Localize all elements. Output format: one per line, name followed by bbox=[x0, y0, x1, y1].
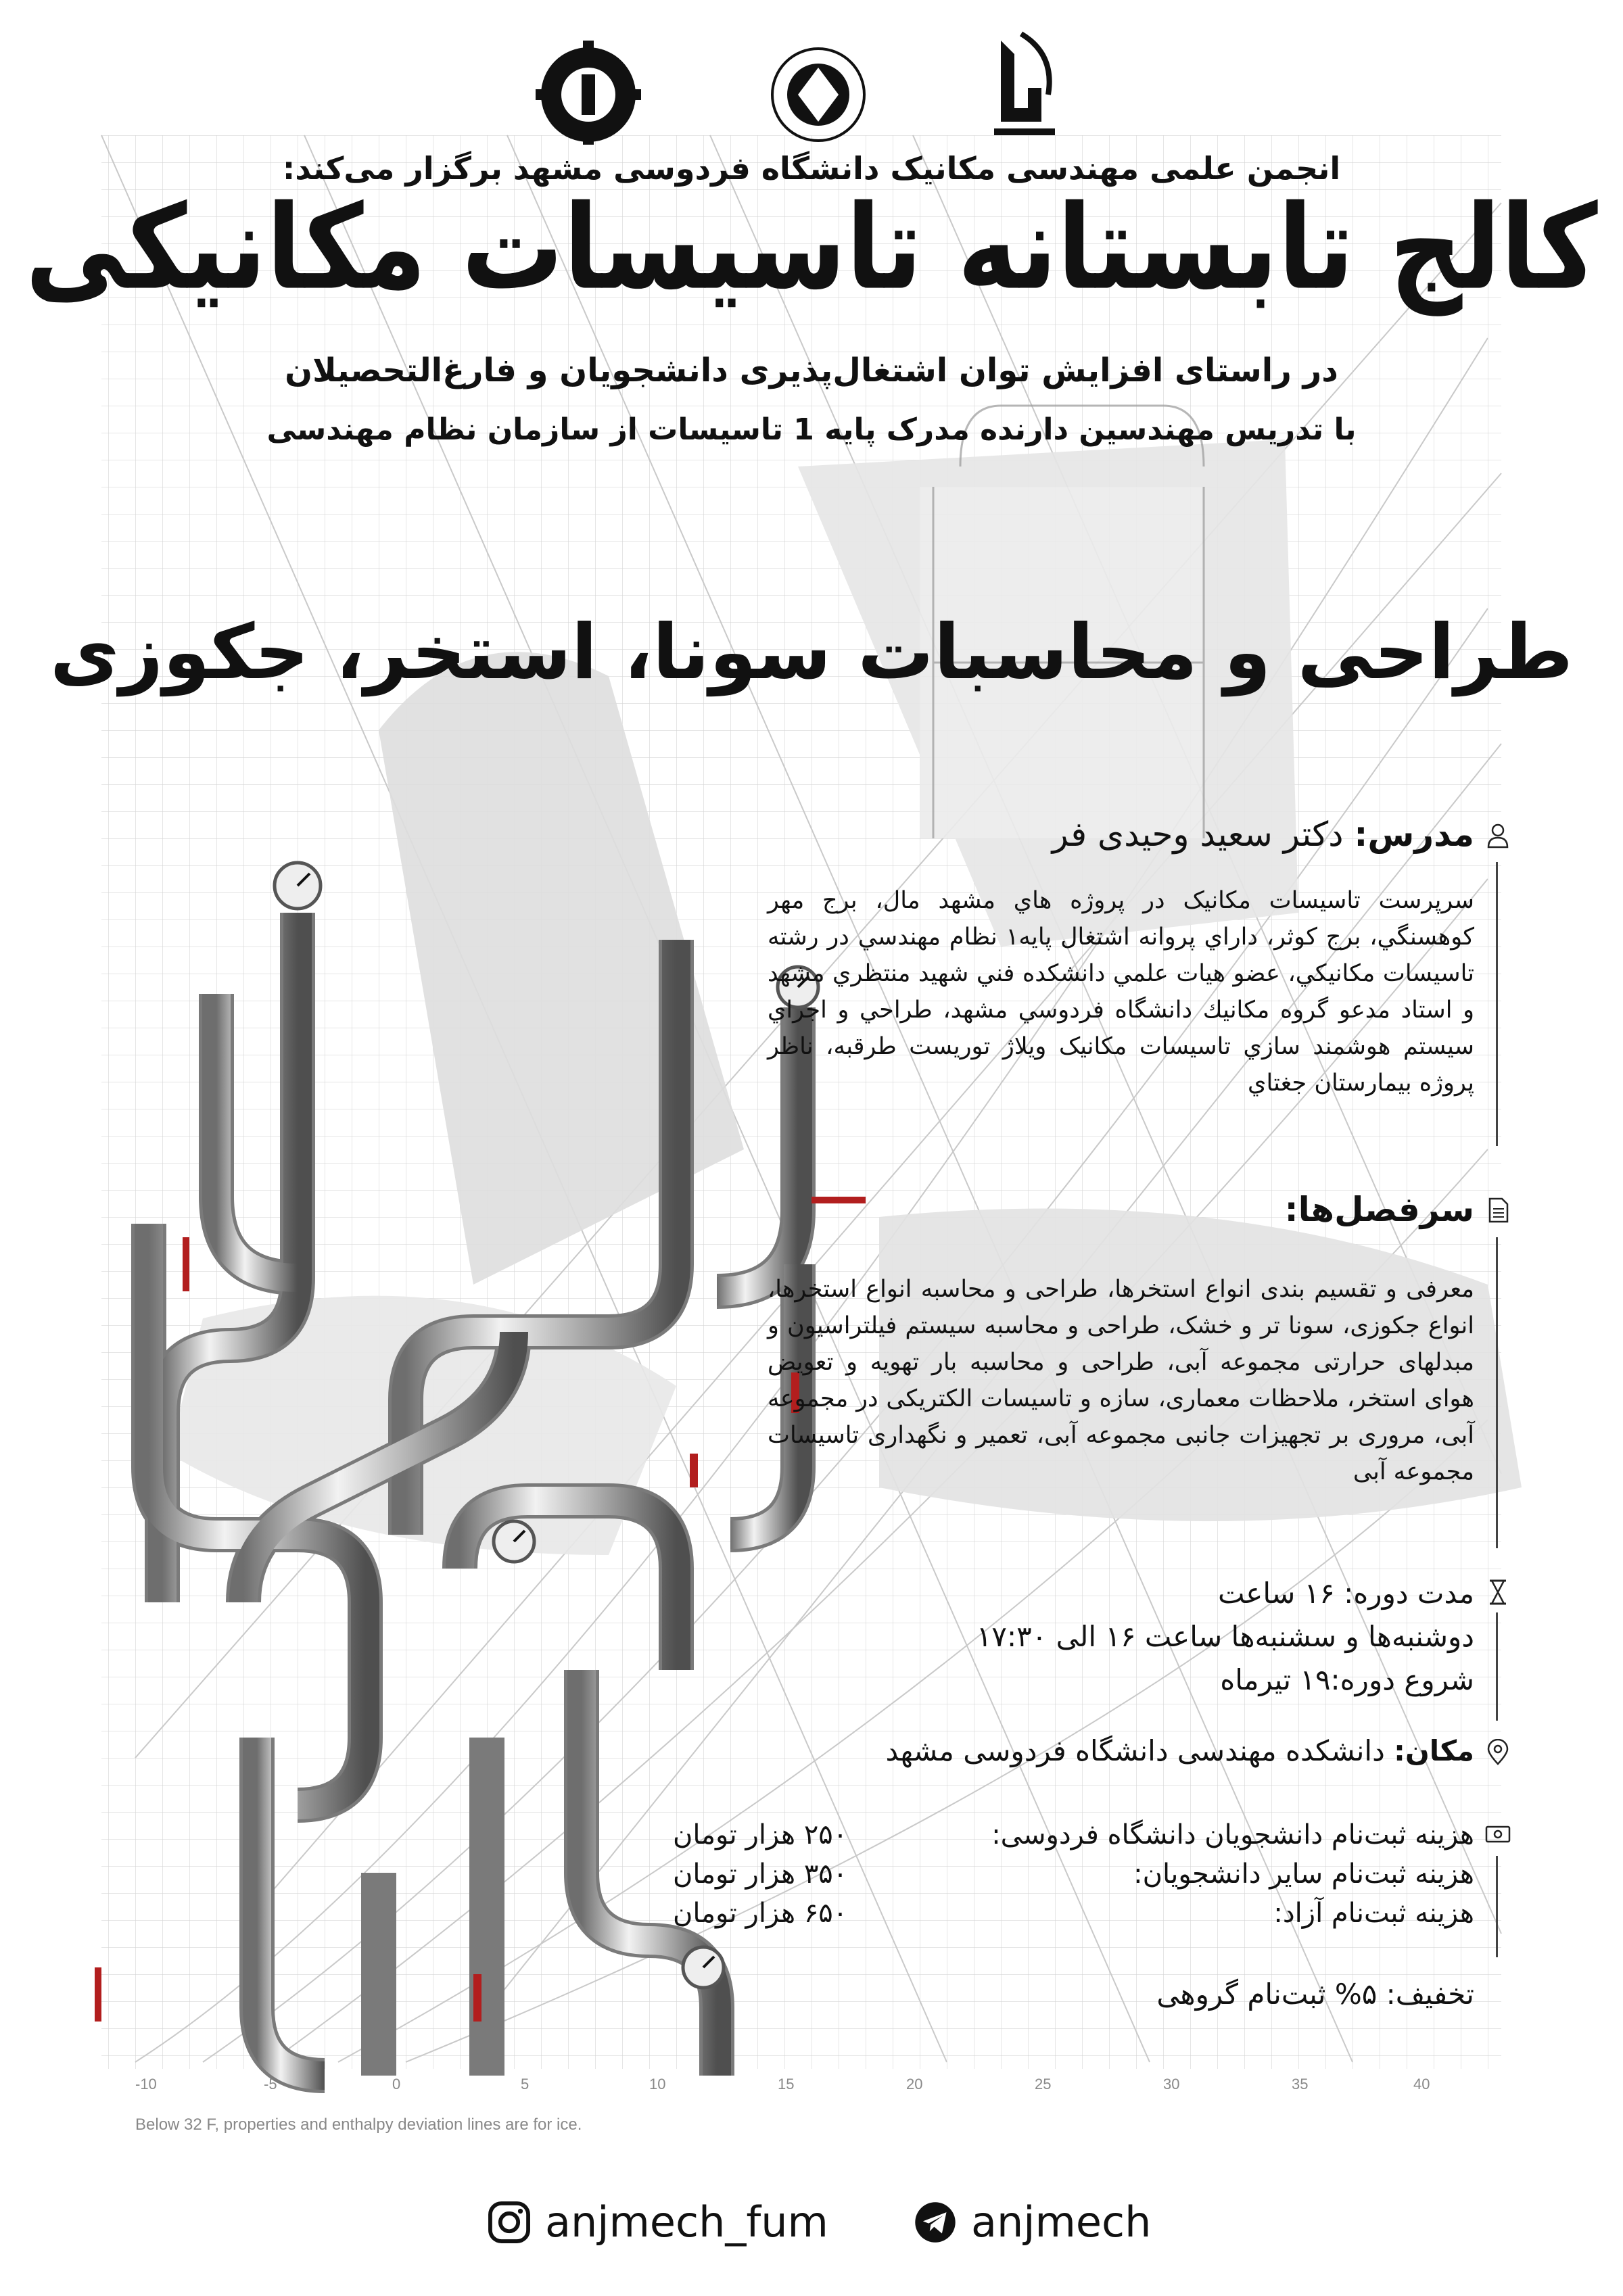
fee-row bbox=[673, 1815, 1474, 1855]
divider-line bbox=[1496, 1856, 1498, 1957]
fee-value: ۳۵۰ هزار تومان bbox=[673, 1859, 848, 1890]
instructor-bio: سرپرست تاسیسات مکانیک در پروژه هاي مشهد مال، برج مهر کوهسنگي، برج کوثر، داراي پروانه اشتغال پايه١ نظام مهندسي در رشته تاسيسات مکانيکي، عضو هيات علمي دانشکده فني شهيد منتظري مشهد و استاد مدعو گروه مکانيك دانشگاه فردوسي مشهد، طراحي و اجراي سيستم هوشمند سازي تاسيسات مکانيک ويلاژ توريست طرقبه، ناظر پروژه بيمارستان جغتاي bbox=[768, 887, 1474, 1097]
ferdowsi-university-logo bbox=[994, 34, 1055, 135]
telegram-handle[interactable] bbox=[913, 2197, 1151, 2247]
axis-tick: 0 bbox=[392, 2076, 401, 2092]
syllabus-text: معرفی و تقسیم بندی انواع استخرها، طراحی و محاسبه انواع استخرها، انواع جکوزی، سونا تر و خشک، طراحی و محاسبه سیستم فیلتراسیون و مبدلهای حرارتی مجموعه آبی، طراحی و محاسبه بار تهویه و تعویض هوای استخر، ملاحظات معماری، سازه و تاسیسات الکتریکی در مجموعه آبی، مروری بر تجهیزات جانبی مجموعه آبی، تعمیر و نگهداری تاسیسات مجموعه آبی bbox=[768, 1276, 1474, 1485]
instagram-handle[interactable] bbox=[487, 2197, 828, 2247]
schedule-block bbox=[977, 1572, 1474, 1702]
axis-tick: 15 bbox=[778, 2076, 795, 2092]
fee-value: ۲۵۰ هزار تومان bbox=[673, 1819, 848, 1850]
telegram-text: anjmech bbox=[971, 2197, 1152, 2247]
place-line bbox=[886, 1734, 1474, 1767]
axis-tick: -10 bbox=[135, 2076, 157, 2092]
course-title: طراحی و محاسبات سونا، استخر، جکوزی bbox=[49, 608, 1574, 696]
document-icon bbox=[1484, 1197, 1511, 1224]
axis-tick: 40 bbox=[1413, 2076, 1430, 2092]
person-icon bbox=[1484, 821, 1511, 848]
course-start-date: شروع دوره:۱۹ تیرماه bbox=[1220, 1663, 1474, 1696]
axis-tick: 35 bbox=[1292, 2076, 1309, 2092]
scientific-society-logo bbox=[772, 49, 864, 141]
divider-line bbox=[1496, 1612, 1498, 1721]
course-duration: مدت دوره: ۱۶ ساعت bbox=[1218, 1577, 1474, 1610]
pressure-gauge-icon bbox=[494, 1521, 534, 1562]
axis-tick: -5 bbox=[264, 2076, 277, 2092]
organizer-line: انجمن علمی مهندسی مکانیک دانشگاه فردوسی مشهد برگزار می‌کند: bbox=[282, 150, 1341, 187]
fee-value: ۶۵۰ هزار تومان bbox=[673, 1898, 848, 1929]
pressure-gauge-icon bbox=[275, 863, 321, 909]
place-label: مکان: bbox=[1394, 1734, 1474, 1767]
subtitle-employability: در راستای افزایش توان اشتغال‌پذیری دانشجویان و فارغ‌التحصیلان bbox=[285, 352, 1338, 389]
subtitle-instructors: با تدریس مهندسین دارنده مدرک پایه 1 تاسیسات از سازمان نظام مهندسی bbox=[266, 412, 1357, 447]
fee-row bbox=[673, 1894, 1474, 1933]
association-logo bbox=[536, 41, 641, 145]
chart-footnote: Below 32 F, properties and enthalpy deviation lines are for ice. bbox=[135, 2115, 582, 2134]
instructor-line bbox=[1052, 815, 1474, 854]
course-sessions: دوشنبه‌ها و سشنبه‌ها ساعت ۱۶ الی ۱۷:۳۰ bbox=[976, 1620, 1474, 1653]
fee-label: هزینه ثبت‌نام آزاد: bbox=[1273, 1898, 1474, 1929]
fee-row bbox=[673, 1855, 1474, 1894]
axis-tick: 5 bbox=[521, 2076, 530, 2092]
axis-tick: 20 bbox=[906, 2076, 923, 2092]
money-icon bbox=[1484, 1820, 1511, 1847]
location-pin-icon bbox=[1484, 1739, 1511, 1766]
instagram-icon bbox=[487, 2200, 532, 2245]
axis-tick: 10 bbox=[649, 2076, 666, 2092]
main-title: کالج تابستانه تاسیسات مکانیکی bbox=[25, 180, 1598, 316]
discount-line: تخفیف: ۵% ثبت‌نام گروهی bbox=[1156, 1978, 1474, 2011]
axis-tick: 30 bbox=[1163, 2076, 1180, 2092]
place-value: دانشکده مهندسی دانشگاه فردوسی مشهد bbox=[885, 1734, 1385, 1767]
fees-block bbox=[673, 1815, 1474, 1933]
instructor-label: مدرس: bbox=[1354, 815, 1474, 854]
logos-row bbox=[527, 14, 1109, 149]
divider-line bbox=[1496, 1237, 1498, 1548]
fee-label: هزینه ثبت‌نام سایر دانشجویان: bbox=[1133, 1859, 1474, 1890]
instagram-text: anjmech_fum bbox=[545, 2197, 828, 2247]
telegram-icon bbox=[913, 2200, 958, 2245]
axis-tick: 25 bbox=[1035, 2076, 1052, 2092]
instructor-name: دکتر سعید وحیدی فر bbox=[1052, 815, 1344, 854]
divider-line bbox=[1496, 862, 1498, 1146]
syllabus-label: سرفصل‌ها: bbox=[1284, 1190, 1474, 1229]
hourglass-icon bbox=[1484, 1579, 1511, 1606]
fee-label: هزینه ثبت‌نام دانشجویان دانشگاه فردوسی: bbox=[991, 1819, 1474, 1850]
pressure-gauge-icon bbox=[683, 1947, 724, 1988]
